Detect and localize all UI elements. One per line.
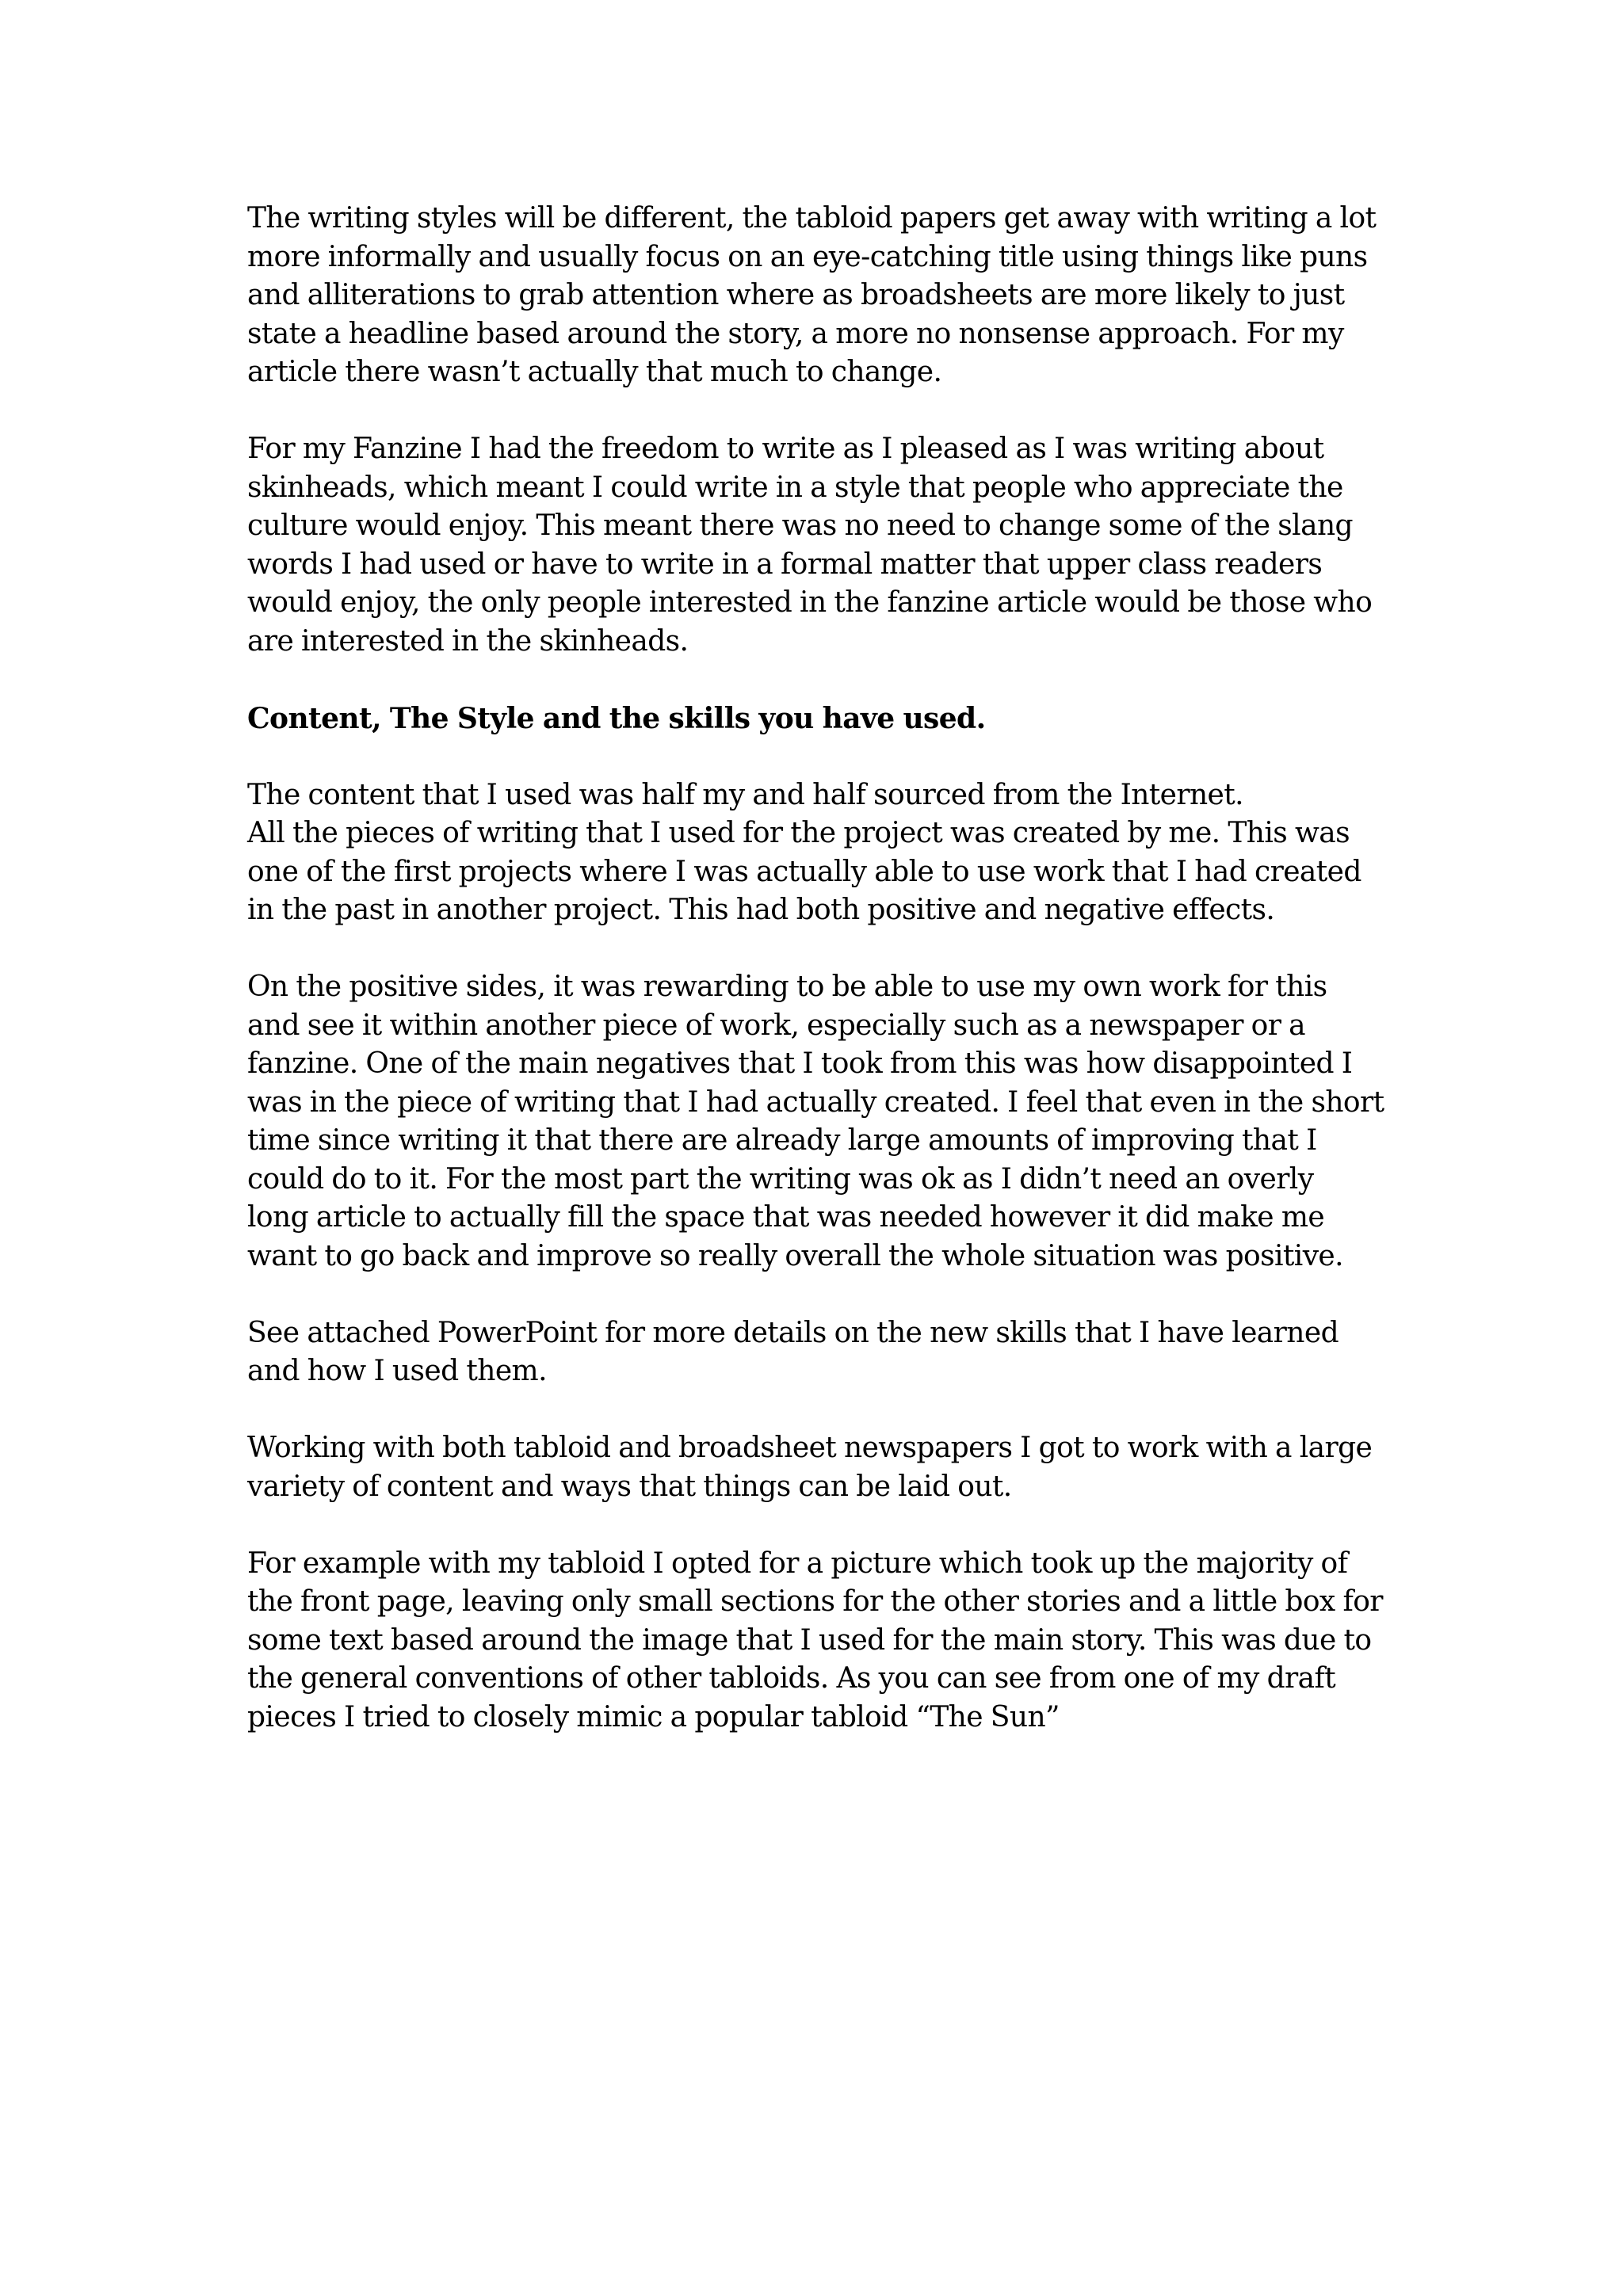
paragraph-fanzine: For my Fanzine I had the freedom to write as I pleased as I was writing about skinheads, which meant I could write in a style that people who appreciate the culture would enjoy. This meant there was no need to change some of the slang words I had used or have to write in a formal matter that upper class readers would enjoy, the only people interested in the fanzine article would be those who are interested in the skinheads.: [247, 433, 1373, 658]
paragraph-content-sources: The content that I used was half my and half sourced from the Internet. All the pieces of writing that I used for the project was created by me. This was one of the first projects where I was actually able to use work that I had created in the past in another project. This had both positive and negative effects.: [247, 778, 1361, 926]
section-heading: Content, The Style and the skills you have used.: [247, 701, 986, 735]
paragraph-tabloid-broadsheet: Working with both tabloid and broadsheet newspapers I got to work with a large variety of content and ways that things can be laid out.: [247, 1432, 1373, 1503]
paragraph-writing-styles: The writing styles will be different, the tabloid papers get away with writing a lot more informally and usually focus on an eye-catching title using things like puns and alliterations to grab attention where as broadsheets are more likely to just state a headline based around the story, a more no nonsense approach. For my article there wasn’t actually that much to change.: [247, 202, 1377, 388]
paragraph-positive-negative: On the positive sides, it was rewarding to be able to use my own work for this and see it within another piece of work, especially such as a newspaper or a fanzine. One of the main negatives that I took from this was how disappointed I was in the piece of writing that I had actually created. I feel that even in the short time since writing it that there are already large amounts of improving that I could do to it. For the most part the writing was ok as I didn’t need an overly long article to actually fill the space that was needed however it did make me want to go back and improve so really overall the whole situation was positive.: [247, 971, 1384, 1272]
paragraph-tabloid-example: For example with my tabloid I opted for a picture which took up the majority of the front page, leaving only small sections for the other stories and a little box for some text based around the image that I used for the main story. This was due to the general conventions of other tabloids. As you can see from one of my draft pieces I tried to closely mimic a popular tabloid “The Sun”: [247, 1547, 1383, 1733]
paragraph-powerpoint: See attached PowerPoint for more details on the new skills that I have learned and how I used them.: [247, 1316, 1339, 1387]
document-body: [247, 200, 1396, 1775]
